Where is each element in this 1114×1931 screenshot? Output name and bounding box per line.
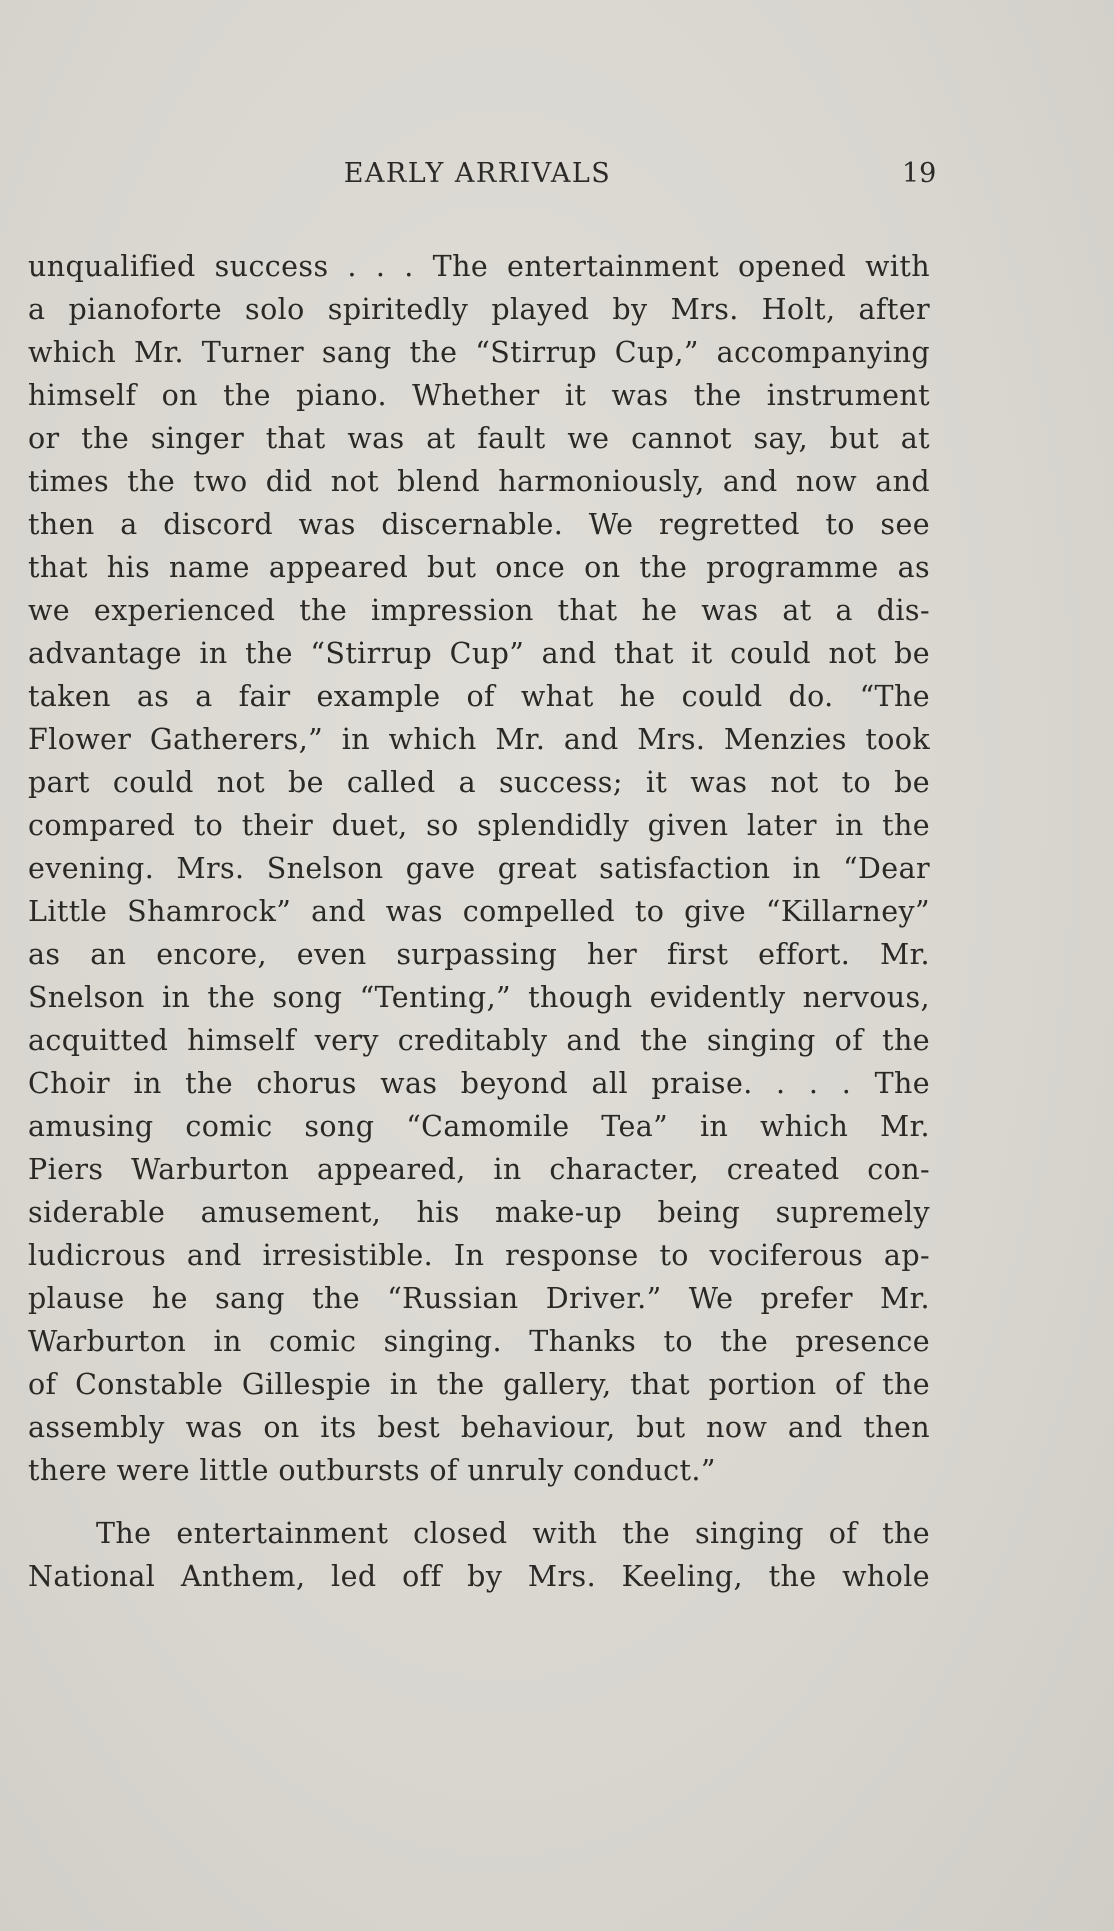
text-line: Warburton in comic singing. Thanks to the presence [28, 1325, 930, 1358]
running-head [0, 158, 1114, 198]
text-line: which Mr. Turner sang the “Stirrup Cup,” accompanying [28, 336, 930, 369]
text-line: as an encore, even surpassing her first effort. Mr. [28, 938, 930, 971]
text-line: or the singer that was at fault we cannot say, but at [28, 422, 930, 455]
text-line: unqualified success . . . The entertainment opened with [28, 250, 930, 283]
text-line: National Anthem, led off by Mrs. Keeling, the whole [28, 1560, 930, 1593]
text-line: advantage in the “Stirrup Cup” and that it could not be [28, 637, 930, 670]
text-line: of Constable Gillespie in the gallery, that portion of the [28, 1368, 930, 1401]
text-line: acquitted himself very creditably and the singing of the [28, 1024, 930, 1057]
running-title: EARLY ARRIVALS [343, 158, 612, 189]
text-line: we experienced the impression that he was at a dis- [28, 594, 930, 627]
text-line: Flower Gatherers,” in which Mr. and Mrs. Menzies took [28, 723, 930, 756]
page-number: 19 [902, 158, 937, 189]
text-line: a pianoforte solo spiritedly played by Mrs. Holt, after [28, 293, 930, 326]
text-line: Snelson in the song “Tenting,” though evidently nervous, [28, 981, 930, 1014]
paragraph-spacer [28, 1492, 930, 1512]
text-line: Choir in the chorus was beyond all praise. . . . The [28, 1067, 930, 1100]
text-line: then a discord was discernable. We regretted to see [28, 508, 930, 541]
text-line: The entertainment closed with the singing of the [96, 1517, 930, 1550]
body-text [28, 245, 930, 1598]
text-line: himself on the piano. Whether it was the instrument [28, 379, 930, 412]
text-line: part could not be called a success; it was not to be [28, 766, 930, 799]
paragraph-1 [28, 245, 930, 1492]
text-line: amusing comic song “Camomile Tea” in which Mr. [28, 1110, 930, 1143]
text-line: that his name appeared but once on the programme as [28, 551, 930, 584]
text-line: assembly was on its best behaviour, but now and then [28, 1411, 930, 1444]
text-line: siderable amusement, his make-up being supremely [28, 1196, 930, 1229]
text-line: Little Shamrock” and was compelled to give “Killarney” [28, 895, 930, 928]
paragraph-2 [28, 1512, 930, 1598]
text-line: Piers Warburton appeared, in character, created con- [28, 1153, 930, 1186]
text-line: there were little outbursts of unruly conduct.” [28, 1454, 716, 1487]
text-line: compared to their duet, so splendidly given later in the [28, 809, 930, 842]
text-line: evening. Mrs. Snelson gave great satisfaction in “Dear [28, 852, 930, 885]
text-line: plause he sang the “Russian Driver.” We prefer Mr. [28, 1282, 930, 1315]
text-line: times the two did not blend harmoniously, and now and [28, 465, 930, 498]
text-line: ludicrous and irresistible. In response to vociferous ap- [28, 1239, 930, 1272]
text-line: taken as a fair example of what he could do. “The [28, 680, 930, 713]
